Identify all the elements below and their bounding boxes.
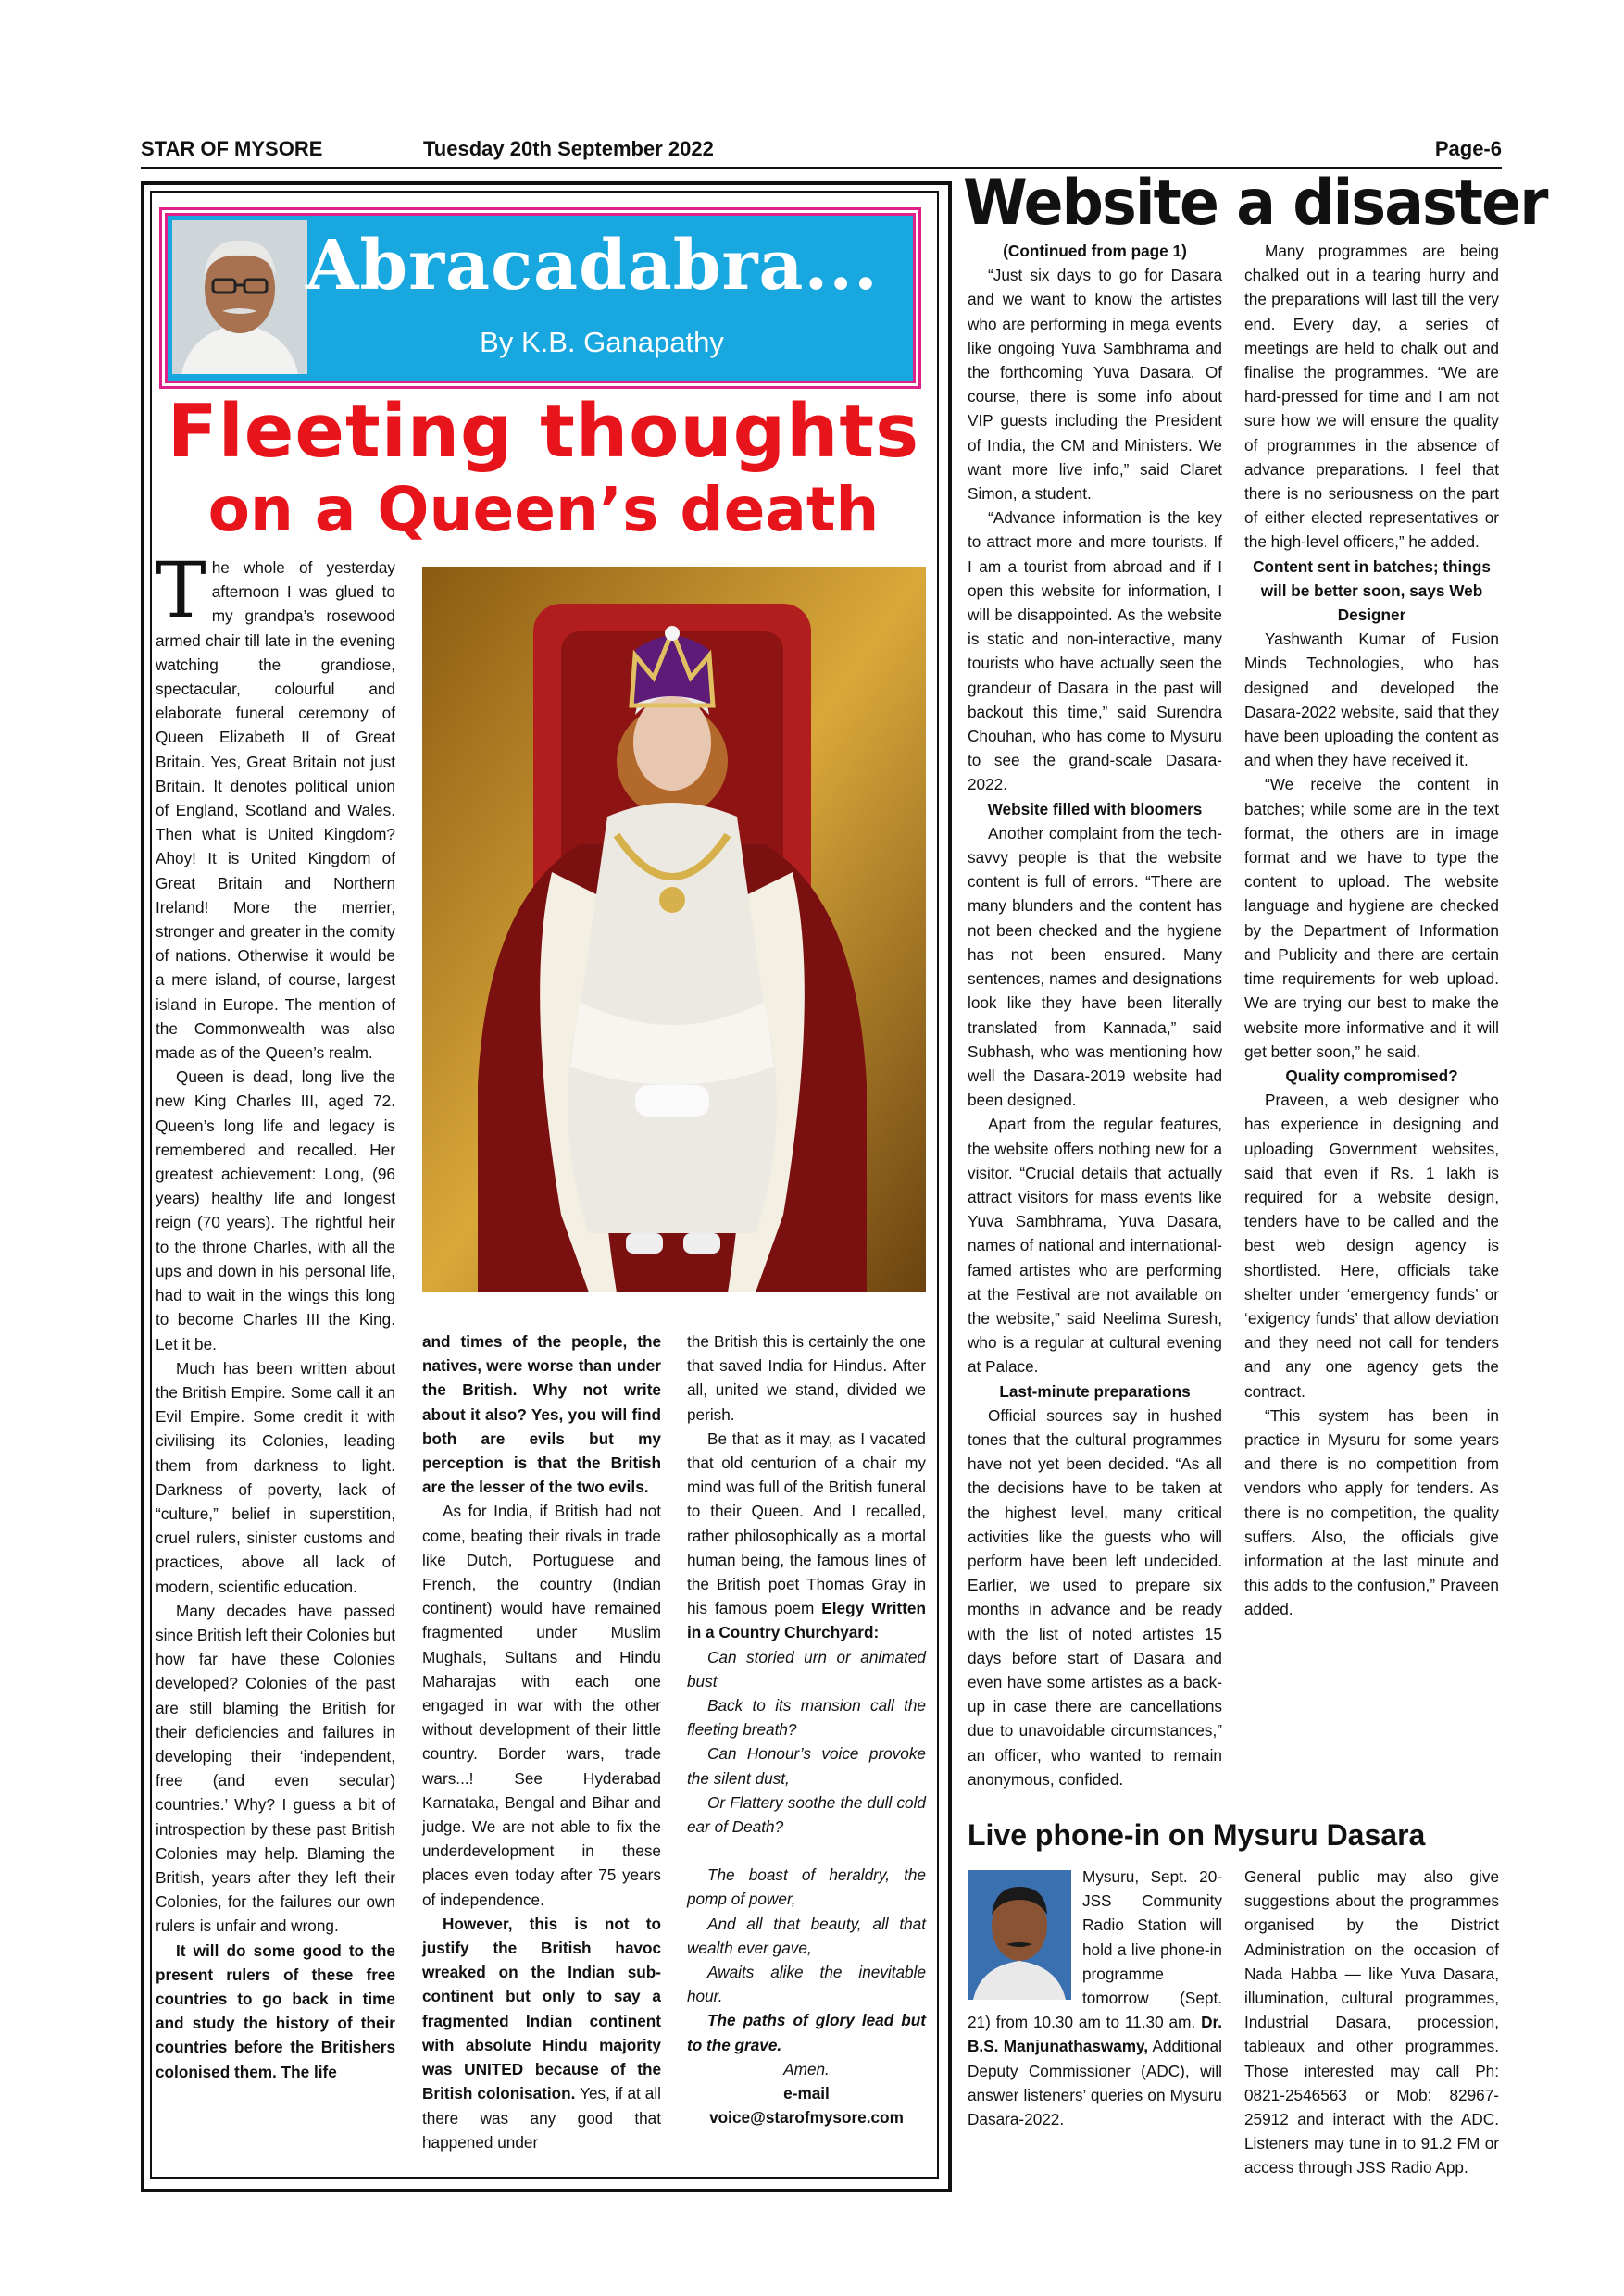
feature-para-5: It will do some good to the present rulers of these free countries to go back in time and study the history of their countries before the Britishers colonised them. The life bbox=[156, 1940, 395, 2081]
feature-headline-line-2: on a Queen’s death bbox=[207, 474, 880, 545]
official-name: Dr. B.S. Manjunathaswamy, bbox=[968, 2013, 1222, 2056]
poem-line: Can Honour’s voice provoke the silent dust, bbox=[687, 1744, 926, 1788]
feature-para-3: Much has been written about the British Empire. Some call it an Evil Empire. Some credit it with civilising its Colonies, leading them from darkness to light. Darkness of poverty, lack of “culture,” belief in superstition, cruel rulers, sinister customs and practices, above all lack of modern, scientific education. bbox=[156, 1358, 395, 1596]
poem-title: Elegy Written in a Country Churchyard: bbox=[687, 1599, 926, 1642]
poem-line: And all that beauty, all that wealth ever gave, bbox=[687, 1914, 926, 1957]
subheading: Last-minute preparations bbox=[999, 1381, 1191, 1401]
feature-para-9: the British this is certainly the one that saved India for Hindus. After all, united we stand, divided we perish. bbox=[687, 1332, 926, 1424]
signoff: Amen. bbox=[783, 2059, 830, 2078]
feature-para-7: As for India, if British had not come, beating their rivals in trade like Dutch, Portuguese and French, the country (Indian continent) would have remained fragmented under Muslim Mughals, Sultans and Hindu Maharajas with each one engaged in war with the other without development of their little country. Border wars, trade wars...! See Hyderabad Karnataka, Bengal and Bihar and judge. We are not able to fix the underdevelopment in these places even today after 75 years of independence. bbox=[422, 1502, 661, 1909]
issue-date: Tuesday 20th September 2022 bbox=[423, 137, 714, 160]
feature-para-10: Be that as it may, as I vacated that old centurion of a chair my mind was full of the British funeral to their Queen. And I recalled, rather philosophically as a mortal human being, the famous lines of the British poet Thomas Gray in his famous poem bbox=[687, 1429, 926, 1618]
story2-column-2 bbox=[1244, 1865, 1499, 2180]
feature-column-1 bbox=[156, 547, 395, 2084]
story-para: “This system has been in practice in Mysuru for some years and there is no competition from vendors who apply for tenders. As there is no competition, the quality suffers. Also, the officials give information at the last minute and this adds to the confusion,” Praveen added. bbox=[1244, 1405, 1499, 1619]
story-para: Yashwanth Kumar of Fusion Minds Technologies, who has designed and developed the Dasara-2022 website, said that they have been uploading the content as and when they have received it. bbox=[1244, 630, 1499, 770]
story-column-2 bbox=[1244, 239, 1499, 1622]
subheading: Quality compromised? bbox=[1285, 1066, 1458, 1085]
story2-column-1 bbox=[968, 1865, 1222, 2131]
story2-para-1-end: Additional Deputy Commissioner (ADC), will answer listeners’ queries on Mysuru Dasara-2022. bbox=[968, 2037, 1222, 2129]
poem-line: The boast of heraldry, the pomp of power, bbox=[687, 1866, 926, 1909]
story2-para-1-start: Mysuru, Sept. 20- JSS Community Radio Station will hold a live phone-in programme tomorrow (Sept. 21) from 10.30 am to 11.30 am. bbox=[968, 1867, 1222, 2032]
story-headline: Website a disaster bbox=[963, 167, 1547, 240]
poem-line: Back to its mansion call the fleeting breath? bbox=[687, 1696, 926, 1740]
story-para: Apart from the regular features, the website offers nothing new for a visitor. “Crucial details that actually attract visitors for mass events like Yuva Sambhrama, Yuva Dasara, names of national and international-famed artistes who are performing at the Festival are not available on the website,” said Neelima Suresh, who is a regular at cultural evening at Palace. bbox=[968, 1115, 1222, 1377]
feature-para-2: Queen is dead, long live the new King Charles III, aged 72. Queen’s long life and legacy is remembered and recalled. Her greatest achievement: Long, (96 years) healthy life and longest reign (70 years). The rightful heir to the throne Charles, with all the ups and down in his personal life, had to wait in the wings this long to become Charles III the King. Let it be. bbox=[156, 1067, 395, 1354]
story-para: Official sources say in hushed tones that the cultural programmes have not yet been decided. “As all the decisions have to be taken at the highest level, many critical activities like the guests who will perform have been left undecided. Earlier, we used to prepare six months in advance and be ready with the list of noted artistes 15 days before start of Dasara and even have some artistes as a back-up in case there are cancellations due to unavoidable circumstances,” an officer, who wanted to remain anonymous, confided. bbox=[968, 1405, 1222, 1789]
feature-para-4: Many decades have passed since British left their Colonies but how far have these Colonies developed? Colonies of the past are still blaming the British for their deficiencies and failures in developing their ‘independent, free (and even secular) countries.’ Why? I guess a bit of introspection by these past British Colonies may help. Blaming the British, years after they left their Colonies, for the failures our own rulers is unfair and wrong. bbox=[156, 1601, 395, 1936]
queen-throne-photo bbox=[422, 567, 926, 1292]
story-para: “Just six days to go for Dasara and we want to know the artistes who are performing in mega events like ongoing Yuva Sambhrama and the forthcoming Yuva Dasara. Of course, there is some info about VIP guests including the President of India, the CM and Ministers. We want more live info,” said Claret Simon, a student. bbox=[968, 266, 1222, 504]
story2-headline: Live phone-in on Mysuru Dasara bbox=[968, 1818, 1426, 1852]
feature-column-2 bbox=[422, 1329, 661, 2154]
page-number: Page-6 bbox=[1434, 137, 1502, 160]
author-photo bbox=[172, 220, 307, 374]
story-para: Another complaint from the tech-savvy people is that the website content is full of errors. “There are many blunders and the content has not been checked and the hygiene has not been ensured. Many sentences, names and designations look like they have been literally translated from Kannada,” said Subhash, who was mentioning how well the Dasara-2019 website had been designed. bbox=[968, 823, 1222, 1110]
column-byline: By K.B. Ganapathy bbox=[480, 326, 724, 358]
subheading: Website filled with bloomers bbox=[987, 799, 1203, 818]
continued-note: (Continued from page 1) bbox=[1003, 242, 1187, 260]
poem-line: The paths of glory lead but to the grave. bbox=[687, 2011, 926, 2054]
feature-para-8-bold: However, this is not to justify the British havoc wreaked on the Indian sub-continent but only to say a fragmented Indian continent with absolute Hindu majority was UNITED because of the British colonisation. bbox=[422, 1914, 661, 2103]
masthead-name: STAR OF MYSORE bbox=[141, 137, 323, 160]
feature-para-1: he whole of yesterday afternoon I was glued to my grandpa’s rosewood armed chair till late in the evening watching the grandiose, spectacular, colourful and elaborate funeral ceremony of Queen Elizabeth II of Great Britain. Yes, Great Britain not just Britain. It denotes political union of England, Scotland and Wales. Then what is United Kingdom? Ahoy! It is United Kingdom of Great Britain and Northern Ireland! More the merrier, stronger and greater in the comity of nations. Otherwise it would be a mere island, of course, largest island in Europe. The mention of the Commonwealth was also made as of the Queen’s realm. bbox=[156, 558, 395, 1063]
poem-line: Can storied urn or animated bust bbox=[687, 1647, 926, 1691]
poem-line: Awaits alike the inevitable hour. bbox=[687, 1963, 926, 2006]
story-para: Praveen, a web designer who has experience in designing and uploading Government websites, said that even if Rs. 1 lakh is required for a website design, tenders have to be called and the best web design agency is shortlisted. Here, officials take shelter under ‘emergency funds’ or ‘exigency funds’ that allow deviation and they need not call for tenders and any one agency gets the contract. bbox=[1244, 1091, 1499, 1401]
story-para: “Advance information is the key to attract more and more tourists. If I am a tourist from abroad and if I open this website for information, I will be disappointed. As the website is static and non-interactive, many tourists who have actually seen the grandeur of Dasara in the past will backout this time,” said Surendra Chouhan, who has come to Mysuru to see the grand-scale Dasara-2022. bbox=[968, 508, 1222, 794]
drop-cap: T bbox=[156, 547, 206, 635]
poem-line: Or Flattery soothe the dull cold ear of Death? bbox=[687, 1792, 926, 1837]
story-column-1 bbox=[968, 239, 1222, 1791]
author-email: voice@starofmysore.com bbox=[709, 2108, 904, 2128]
email-label: e-mail bbox=[783, 2084, 830, 2103]
story-para: Many programmes are being chalked out in a tearing hurry and the preparations will last till the very end. Every day, a series of meetings are held to chalk out and finalise the programmes. “We are hard-pressed for time and I am not sure how we will ensure the quality of programmes in the absence of advance preparations. I feel that there is no seriousness on the part of either elected representatives or the high-level officers,” he added. bbox=[1244, 242, 1499, 552]
column-name: Abracadabra... bbox=[306, 226, 879, 306]
adc-photo bbox=[968, 1870, 1071, 2000]
page-header bbox=[141, 135, 1502, 169]
story-para: “We receive the content in batches; while some are in the text format, the others are in image format and we have to type the content to upload. The website language and hygiene are checked by the Department of Information and Publicity and there are certain time requirements for web upload. We are trying our best to make the website more informative and it will get better soon,” he said. bbox=[1244, 775, 1499, 1061]
feature-headline-line-1: Fleeting thoughts bbox=[167, 389, 920, 474]
feature-column-3 bbox=[687, 1329, 926, 2130]
subheading: Content sent in batches; things will be better soon, says Web Designer bbox=[1253, 556, 1491, 625]
story2-para-2: General public may also give suggestions about the programmes organised by the District Administration on the occasion of Nada Habba — like Yuva Dasara, illumination, cultural programmes, Industrial Dasara, procession, tableaux and other programmes. Those interested may call Ph: 0821-2546563 or Mob: 82967-25912 and interact with the ADC. Listeners may tune in to 91.2 FM or access through JSS Radio App. bbox=[1244, 1867, 1499, 2177]
feature-para-8-rest: Yes, if at all there was any good that happened under bbox=[422, 2084, 661, 2152]
feature-para-6: and times of the people, the natives, were worse than under the British. Why not write about it also? Yes, you will find both are evils but my perception is that the British are the lesser of the two evils. bbox=[422, 1332, 661, 1497]
